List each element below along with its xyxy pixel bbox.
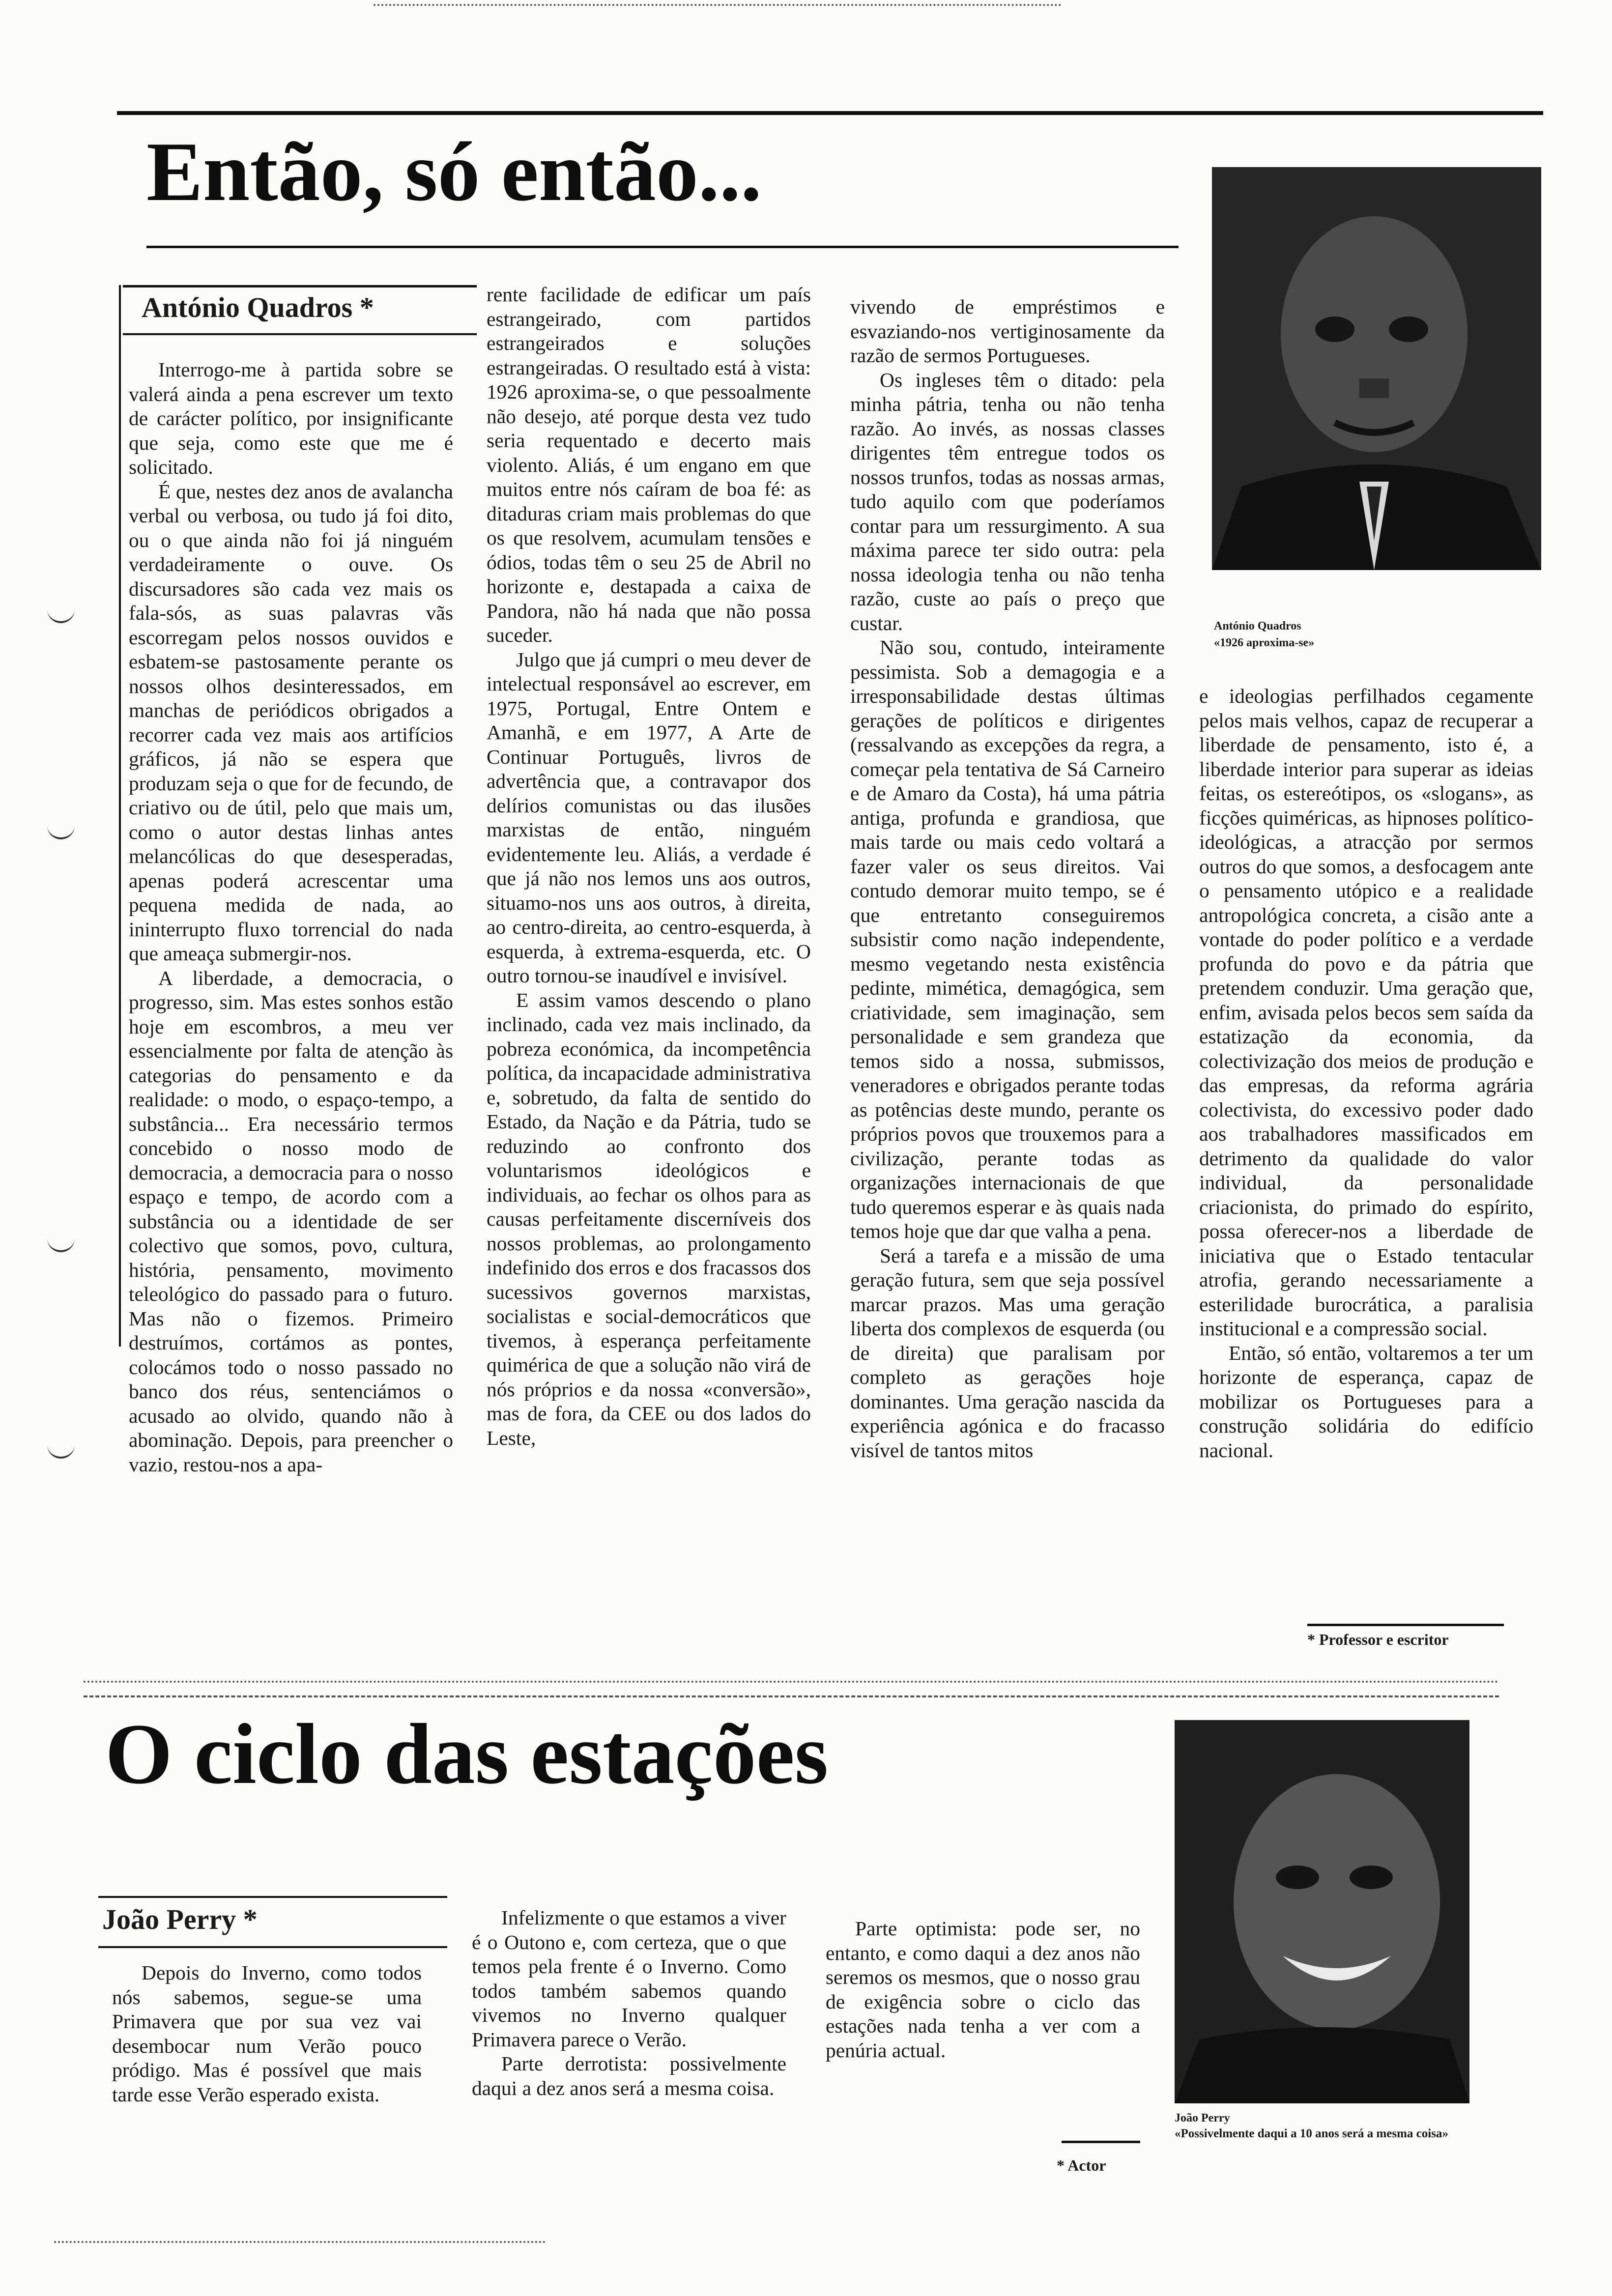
paragraph: Será a tarefa e a missão de uma geração futura, sem que seja possível marcar prazos. Mas uma geração liberta dos complexos de esquerda (ou de direita) que paralisam por completo as gerações hoje dominantes. Uma geração nascida da experiência agónica e do fracasso visível de tantos mitos: [850, 1244, 1165, 1462]
article1-column-1: [129, 358, 453, 1477]
top-rule: [117, 111, 1543, 115]
paragraph: rente facilidade de edificar um país estrangeirado, com partidos estrangeirados e soluções estrangeiradas. O resultado está à vista: 1926 aproxima-se, o que pessoalmente não desejo, até porque desta vez tudo seria requentado e decerto mais violento. Aliás, é um engano em que muitos entre nós caíram de boa fé: as ditaduras criam mais problemas do que os que resolvem, acumulam tensões e ódios, todas têm o seu 25 de Abril no horizonte e, destapada a caixa de Pandora, não há nada que não possa suceder.: [487, 283, 811, 646]
paragraph: Parte derrotista: possivelmente daqui a dez anos será a mesma coisa.: [472, 2052, 786, 2099]
byline-top-rule: [123, 285, 477, 287]
article1-column-2: [487, 283, 811, 1450]
paragraph: Depois do Inverno, como todos nós sabemos, segue-se uma Primavera que por sua vez vai desembocar num Verão pouco pródigo. Mas é possível que mais tarde esse Verão esperado exista.: [112, 1961, 422, 2106]
paragraph: A liberdade, a democracia, o progresso, sim. Mas estes sonhos estão hoje em escombros, a meu ver essencialmente por falta de atenção às categorias do pensamento e da realidade: o modo, o espaço-tempo, a substância... Era necessário termos concebido o nosso modo de democracia, a democracia para o nosso espaço e tempo, de acordo com a substância ou a identidade de ser colectivo que somos, povo, cultura, história, pensamento, movimento teleológico do passado para o futuro. Mas não o fizemos. Primeiro destruímos, cortámos as pontes, colocámos todo o nosso passado no banco dos réus, sentenciámos o acusado ao olvido, quando não à abominação. Depois, para preencher o vazio, restou-nos a apa-: [129, 966, 453, 1476]
portrait-illustration: [1212, 167, 1541, 570]
paragraph: É que, nestes dez anos de avalancha verbal ou verbosa, ou tudo já foi dito, ou o que ainda não foi já ninguém verdadeiramente o ouve. Os discursadores são cada vez mais os fala-sós, as suas palavras vãs escorregam pelos nossos ouvidos e esbatem-se pastosamente perante os nossos olhos desinteressados, em manchas de periódicos obrigados a recorrer cada vez mais aos artifícios gráficos, já não se espera que produzam seja o que for de fecundo, de criativo ou de útil, pelo que mais um, como o autor destas linhas antes melancólicas do que desesperadas, apenas poderá acrescentar uma pequena medida de nada, ao ininterrupto fluxo torrencial do nada que ameaça submergir-nos.: [129, 480, 453, 965]
article2-column-3: [826, 1917, 1140, 2063]
portrait-illustration: [1175, 1720, 1469, 2103]
paragraph: Então, só então, voltaremos a ter um horizonte de esperança, capaz de mobilizar os Portugueses para a construção solidária do edifício nacional.: [1199, 1341, 1533, 1462]
paragraph: vivendo de empréstimos e esvaziando-nos vertiginosamente da razão de sermos Portugueses.: [850, 295, 1165, 367]
footnote2-rule: [1062, 2141, 1140, 2143]
article-separator: [84, 1695, 1499, 1697]
photo-caption-name: António Quadros: [1214, 620, 1301, 632]
article2-title: O ciclo das estações: [105, 1706, 829, 1802]
bottom-edge-dots: [54, 2241, 546, 2243]
paragraph: E assim vamos descendo o plano inclinado, cada vez mais inclinado, da pobreza económica, da incompetência política, da incapacidade administrativa e, sobretudo, da falta de sentido do Estado, da Nação e da Pátria, tudo se reduzindo ao confronto dos voluntarismos ideológicos e individuais, ao fechar os olhos para as causas perfeitamente discerníveis dos nossos problemas, ao prolongamento indefinido dos erros e dos fracassos dos sucessivos governos marxistas, socialistas e social-democráticos que tivemos, à esperança perfeitamente quimérica de que a solução não virá de nós próprios e da nossa «conversão», mas de fora, da CEE ou dos lados do Leste,: [487, 988, 811, 1449]
article1-column-3: [850, 295, 1165, 1463]
paragraph: Os ingleses têm o ditado: pela minha pátria, tenha ou não tenha razão. Ao invés, as nossas classes dirigentes têm entregue todos os nossos trunfos, todas as nossas armas, tudo aquilo com que poderíamos contar para um ressurgimento. A sua máxima parece ter sido outra: pela nossa ideologia tenha ou não tenha razão, custe ao país o preço que custar.: [850, 368, 1165, 634]
photo-caption-quote: «1926 aproxima-se»: [1214, 636, 1315, 649]
photo-caption-name: João Perry: [1175, 2112, 1230, 2124]
binding-mark: [47, 1445, 75, 1459]
article1-author: António Quadros *: [142, 291, 374, 323]
binding-mark: [47, 609, 75, 623]
article1-footnote: * Professor e escritor: [1307, 1631, 1449, 1648]
article-separator: [84, 1681, 1499, 1683]
paragraph: Julgo que já cumpri o meu dever de intelectual responsável ao escrever, em 1975, Portugal, Entre Ontem e Amanhã, e em 1977, A Arte de Continuar Português, livros de advertência que, a contravapor dos delírios comunistas ou das ilusões marxistas de então, ninguém evidentemente leu. Aliás, a verdade é que já não nos lemos uns aos outros, situamo-nos uns aos outros, à direita, ao centro-direita, ao centro-esquerda, à esquerda, à extrema-esquerda, etc. O outro tornou-se inaudível e invisível.: [487, 648, 811, 987]
article1-title: Então, só então...: [146, 125, 762, 219]
paragraph: Parte optimista: pode ser, no entanto, e como daqui a dez anos não seremos os mesmos, que o nosso grau de exigência sobre o ciclo das estações nada tenha a ver com a penúria actual.: [826, 1917, 1140, 2062]
headline-underline: [146, 246, 1179, 248]
byline2-bottom-rule: [98, 1946, 447, 1948]
footnote-rule: [1307, 1624, 1504, 1626]
paragraph: Infelizmente o que estamos a viver é o Outono e, com certeza, que o que temos pela frente é o Inverno. Como todos também sabemos quando vivemos no Inverno qualquer Primavera parece o Verão.: [472, 1906, 786, 2051]
paragraph: Não sou, contudo, inteiramente pessimista. Sob a demagogia e a irresponsabilidade destas últimas gerações de políticos e dirigentes (ressalvando as excepções da regra, a começar pela tentativa de Sá Carneiro e de Amaro da Costa), há uma pátria antiga, profunda e grandiosa, que mais tarde ou mais cedo voltará a fazer valer os seus direitos. Vai contudo demorar muito tempo, se é que entretanto conseguiremos subsistir como nação independente, mesmo vegetando nesta existência pedinte, mimética, demagógica, sem criatividade, sem imaginação, sem personalidade e sem grandeza que temos sido a nossa, submissos, veneradores e obrigados perante todas as potências deste mundo, perante os próprios povos que trouxemos para a civilização, perante todas as organizações internacionais de que tudo queremos esperar e às quais nada temos hoje que dar que valha a pena.: [850, 636, 1165, 1242]
article2-column-2: [472, 1906, 786, 2100]
left-margin-rule: [119, 285, 121, 1347]
article2-column-1: [112, 1961, 422, 2107]
article2-footnote: * Actor: [1057, 2156, 1106, 2174]
byline2-top-rule: [98, 1896, 447, 1898]
article2-author: João Perry *: [102, 1903, 258, 1935]
author-photo-antonio-quadros: [1212, 167, 1541, 570]
paragraph: Interrogo-me à partida sobre se valerá ainda a pena escrever um texto de carácter político, por insignificante que seja, como este que me é solicitado.: [129, 358, 453, 478]
article1-column-4: [1199, 684, 1533, 1463]
binding-mark: [47, 1238, 75, 1252]
paragraph: e ideologias perfilhados cegamente pelos mais velhos, capaz de recuperar a liberdade de pensamento, isto é, a liberdade interior para superar as ideias feitas, os estereótipos, os «slogans», as ficções quiméricas, as hipnoses político-ideológicas, a atracção por sermos outros do que somos, a desfocagem ante o pensamento utópico e a realidade antropológica concreta, a cisão ante a vontade do poder político e a verdade profunda do povo e da pátria que pretendem conduzir. Uma geração que, enfim, avisada pelos becos sem saída da estatização da economia, da colectivização dos meios de produção e das empresas, da reforma agrária colectivista, do excessivo poder dado aos trabalhadores massificados em detrimento da qualidade do valor individual, da personalidade criacionista, do primado do espírito, possa oferecer-nos a liberdade de iniciativa que o Estado tentacular atrofia, gerando necessariamente a esterilidade burocrática, a paralisia institucional e a compressão social.: [1199, 685, 1533, 1340]
photo-caption-quote: «Possivelmente daqui a 10 anos será a mesma coisa»: [1175, 2127, 1448, 2140]
byline-bottom-rule: [123, 333, 477, 335]
top-edge-dots: [374, 4, 1062, 6]
binding-mark: [47, 826, 75, 839]
author-photo-joao-perry: [1175, 1720, 1469, 2103]
